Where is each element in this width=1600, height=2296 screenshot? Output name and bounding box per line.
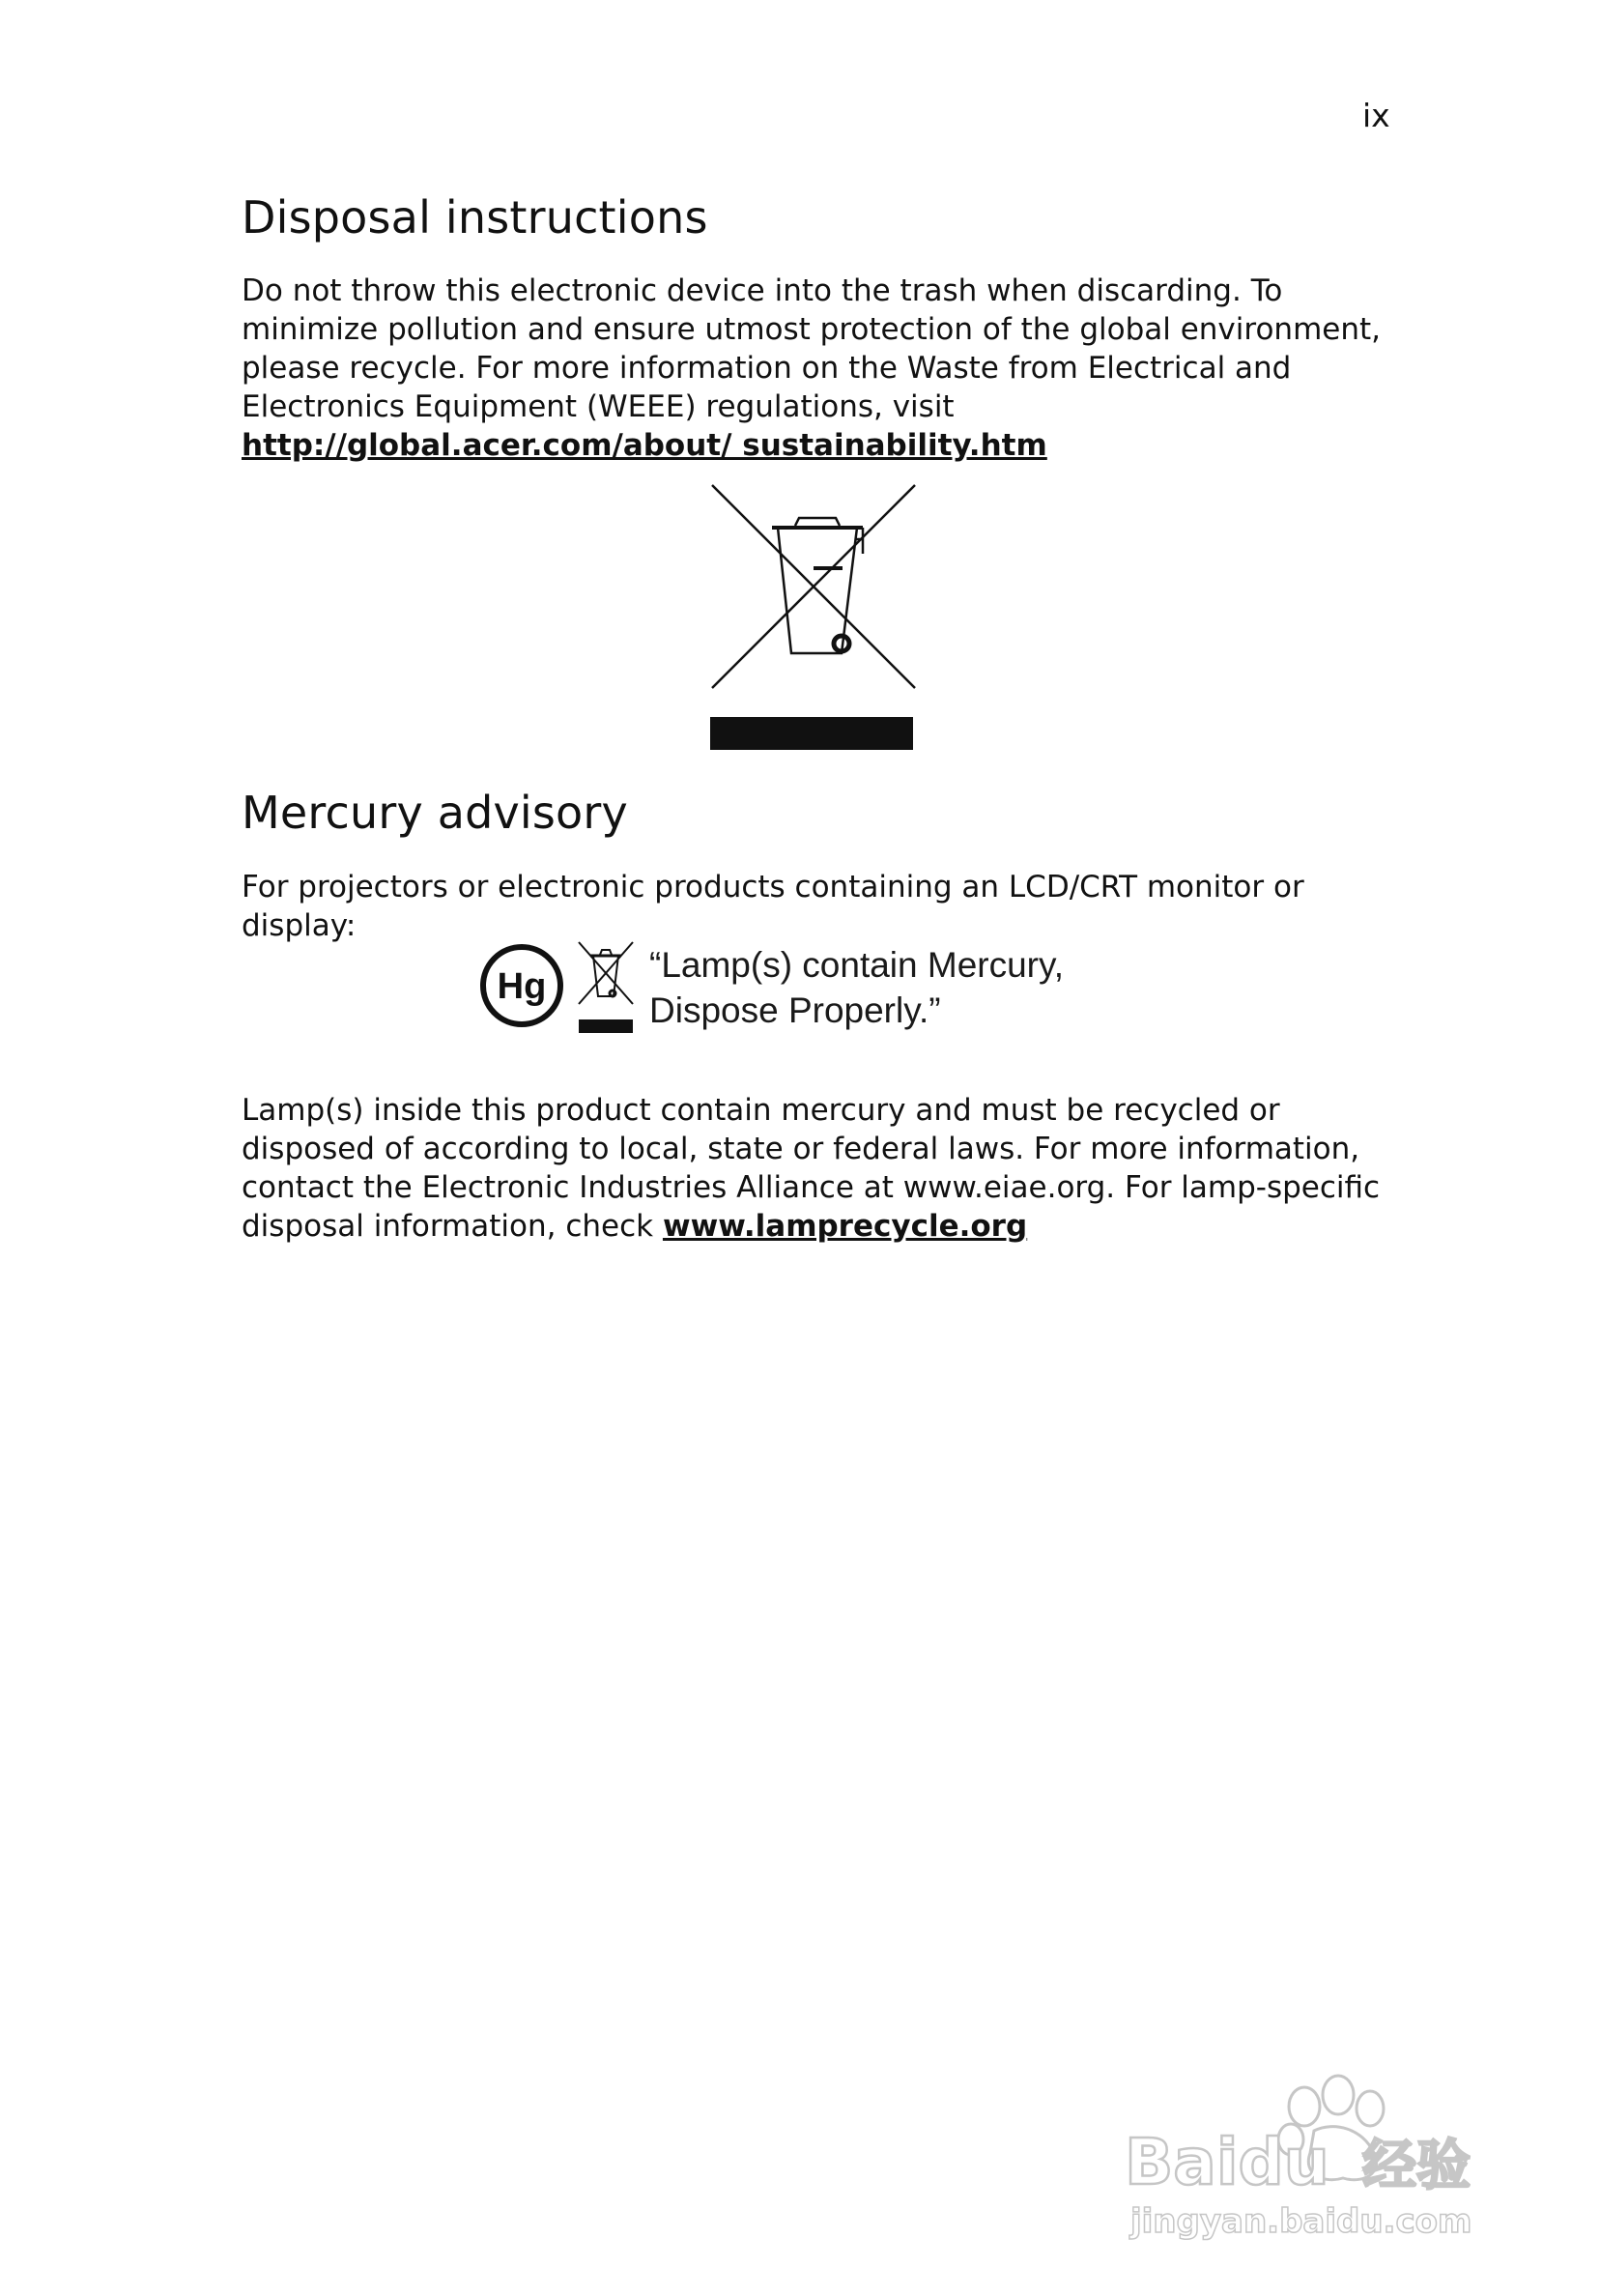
- mercury-body-text: Lamp(s) inside this product contain mercury and must be recycled or disposed of according to local, state or federal laws. For more information, contact the Electronic Industries Alliance at www.eiae.org. For lamp-specific disposal information, check: [242, 1093, 1381, 1244]
- disposal-body-text: Do not throw this electronic device into the trash when discarding. To minimize pollution and ensure utmost protection of the global environment, please recycle. For more information on the Waste from Electrical and Electronics Equipment (WEEE) regulations, visit: [242, 273, 1381, 424]
- disposal-paragraph: [242, 272, 1382, 465]
- watermark-url: jingyan.baidu.com: [1130, 2202, 1472, 2241]
- acer-sustainability-link[interactable]: http://global.acer.com/about/ sustainability.htm: [242, 428, 1047, 463]
- page-number: ix: [1362, 97, 1390, 134]
- hg-mercury-icon: [478, 942, 565, 1029]
- mercury-heading: Mercury advisory: [242, 787, 628, 839]
- watermark-brand: Baidu: [1125, 2125, 1329, 2199]
- disposal-heading: Disposal instructions: [242, 191, 708, 244]
- mercury-paragraph: [242, 1091, 1382, 1246]
- small-weee-bin-icon: [575, 940, 637, 1037]
- hg-label: Hg: [497, 966, 547, 1007]
- lamprecycle-link[interactable]: www.lamprecycle.org: [662, 1209, 1028, 1244]
- lamp-notice-line-1: “Lamp(s) contain Mercury,: [649, 945, 1065, 985]
- lamp-notice-line-2: Dispose Properly.”: [649, 990, 941, 1030]
- lamp-mercury-notice: [649, 942, 1064, 1033]
- weee-crossed-bin-icon: [710, 481, 919, 752]
- mercury-intro: For projectors or electronic products containing an LCD/CRT monitor or display:: [242, 870, 1304, 943]
- baidu-jingyan-watermark: [1121, 2039, 1507, 2247]
- watermark-cn-text: 经验: [1362, 2135, 1471, 2197]
